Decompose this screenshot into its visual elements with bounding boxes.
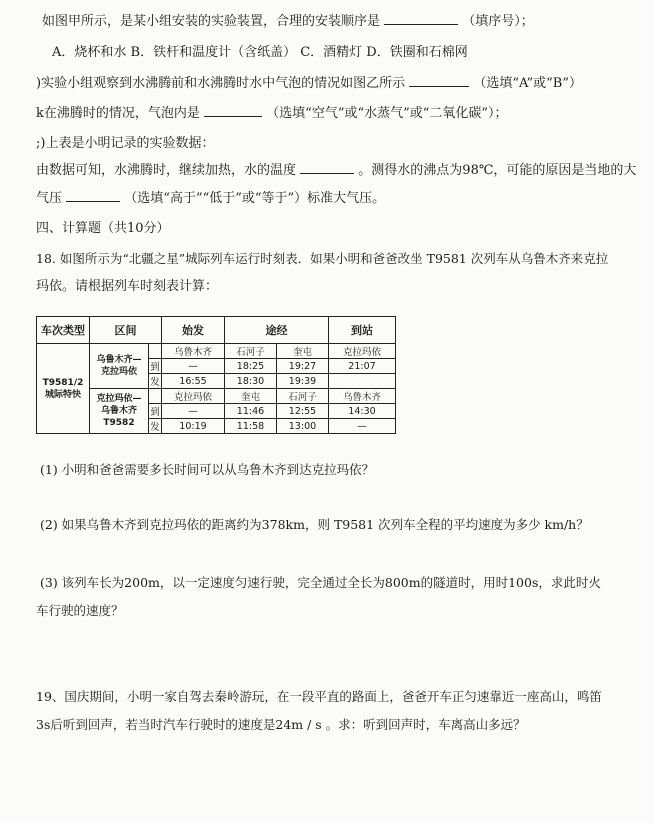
- line-temperature: [36, 163, 636, 179]
- table-intro-text: ;)上表是小明记录的实验数据：: [36, 136, 215, 151]
- time-cell: 16:55: [162, 374, 225, 389]
- q18-part3-line2: [36, 603, 124, 619]
- time-cell: 11:46: [225, 404, 277, 419]
- station-cell: 石河子: [277, 389, 329, 404]
- time-cell: 12:55: [277, 404, 329, 419]
- bubbles-suffix: （选填“A”或“B”）: [473, 76, 582, 91]
- bubbles-text: )实验小组观察到水沸腾前和水沸腾时水中气泡的情况如图乙所示: [36, 76, 406, 91]
- time-cell: 19:39: [277, 374, 329, 389]
- bubble-content-text: k在沸腾时的情况，气泡内是: [36, 106, 200, 121]
- q18-part2: [40, 517, 589, 533]
- line-bubbles-content: [36, 106, 508, 122]
- temperature-suffix: 。测得水的沸点为98℃，可能的原因是当地的大: [358, 163, 637, 178]
- station-cell: 克拉玛依: [162, 389, 225, 404]
- station-cell: 乌鲁木齐: [162, 344, 225, 359]
- q18-part3-text1: (3) 该列车长为200m，以一定速度匀速行驶，完全通过全长为800m的隧道时，用时100s，求此时火: [40, 575, 601, 590]
- arrive-label: 到: [149, 404, 162, 419]
- header-train-type: 车次类型: [37, 317, 90, 344]
- section-cell-outbound: 乌鲁木齐— 克拉玛依: [90, 344, 149, 389]
- header-departure: 始发: [162, 317, 225, 344]
- pressure-suffix: （选填“高于”“低于”或“等于”）标准大气压。: [124, 191, 386, 206]
- time-cell: —: [162, 404, 225, 419]
- header-via: 途经: [225, 317, 329, 344]
- q19-line1: [36, 689, 602, 705]
- line-table-intro: [36, 136, 214, 152]
- time-cell: [329, 374, 396, 389]
- answer-blank-gas[interactable]: [204, 116, 262, 117]
- time-cell: 19:27: [277, 359, 329, 374]
- options-text: A．烧杯和水 B．铁杆和温度计（含纸盖） C．酒精灯 D．铁圈和石棉网: [52, 45, 468, 60]
- answer-blank-ab[interactable]: [409, 86, 469, 87]
- q18-part2-text: (2) 如果乌鲁木齐到克拉玛依的距离约为378km，则 T9581 次列车全程的平均速度为多少 km/h？: [40, 517, 589, 532]
- section-heading-calc: [36, 221, 170, 237]
- arrive-label: 到: [149, 359, 162, 374]
- answer-blank-temperature[interactable]: [300, 173, 354, 174]
- q19-text1: 19、国庆期间，小明一家自驾去秦岭游玩，在一段平直的路面上，爸爸开车正匀速靠近一座高山，鸣笛: [36, 689, 602, 704]
- station-cell: 石河子: [225, 344, 277, 359]
- q18-part1: [40, 462, 374, 478]
- answer-blank-pressure[interactable]: [66, 201, 120, 202]
- station-cell: 乌鲁木齐: [329, 389, 396, 404]
- install-order-suffix: （填序号）；: [462, 14, 534, 29]
- time-cell: 18:30: [225, 374, 277, 389]
- time-cell: 11:58: [225, 419, 277, 434]
- time-cell: 21:07: [329, 359, 396, 374]
- line-pressure: [36, 191, 385, 207]
- line-install-order: [42, 14, 534, 30]
- install-order-text: 如图甲所示，是某小组安装的实验装置，合理的安装顺序是: [42, 14, 381, 29]
- train-timetable: [36, 316, 396, 434]
- section-cell-return: 克拉玛依— 乌鲁木齐 T9582: [90, 389, 149, 434]
- q18-stem-text1: 18. 如图所示为“北疆之星”城际列车运行时刻表．如果小明和爸爸改坐 T9581 次列车从乌鲁木齐来克拉: [36, 251, 609, 266]
- q18-stem-text2: 玛依。请根据列车时刻表计算：: [36, 279, 219, 294]
- time-cell: 18:25: [225, 359, 277, 374]
- time-cell: 10:19: [162, 419, 225, 434]
- q19-text2: 3s后听到回声，若当时汽车行驶时的速度是24m / s 。求：听到回声时，车离高山多远？: [36, 717, 526, 732]
- header-section: 区间: [90, 317, 162, 344]
- time-cell: 14:30: [329, 404, 396, 419]
- temperature-text: 由数据可知，水沸腾时，继续加热，水的温度: [36, 163, 297, 178]
- q18-part1-text: (1) 小明和爸爸需要多长时间可以从乌鲁木齐到达克拉玛依？: [40, 462, 375, 477]
- table-cell: [149, 344, 162, 359]
- q18-stem-line2: [36, 279, 218, 295]
- table-row: [37, 344, 396, 359]
- depart-label: 发: [149, 374, 162, 389]
- pressure-text: 气压: [36, 191, 63, 206]
- line-options: [52, 45, 468, 61]
- timetable-header-row: [37, 317, 396, 344]
- depart-label: 发: [149, 419, 162, 434]
- time-cell: 13:00: [277, 419, 329, 434]
- table-row: [37, 389, 396, 404]
- q18-part3-line1: [40, 575, 601, 591]
- answer-blank-order[interactable]: [384, 24, 458, 25]
- q19-line2: [36, 717, 526, 733]
- q18-stem-line1: [36, 251, 608, 267]
- q18-part3-text2: 车行驶的速度？: [36, 603, 124, 618]
- bubble-content-suffix: （选填“空气”或“水蒸气”或“二氧化碳”）；: [266, 106, 508, 121]
- table-cell: [149, 389, 162, 404]
- time-cell: —: [329, 419, 396, 434]
- section-heading-text: 四、计算题（共10分）: [36, 221, 170, 236]
- station-cell: 奎屯: [277, 344, 329, 359]
- station-cell: 克拉玛依: [329, 344, 396, 359]
- station-cell: 奎屯: [225, 389, 277, 404]
- header-arrival: 到站: [329, 317, 396, 344]
- line-bubbles-observation: [36, 76, 582, 92]
- train-number-cell: T9581/2 城际特快: [37, 344, 90, 434]
- time-cell: —: [162, 359, 225, 374]
